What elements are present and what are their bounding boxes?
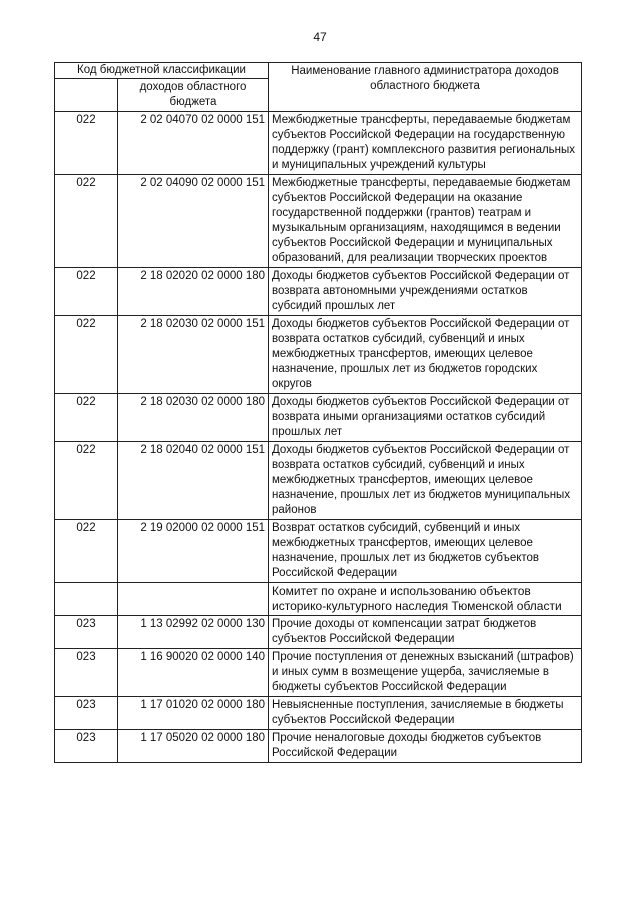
admin-code: 022: [55, 520, 118, 583]
income-code: 1 17 01020 02 0000 180: [118, 697, 269, 730]
income-code: 2 02 04070 02 0000 151: [118, 112, 269, 175]
admin-code: 022: [55, 112, 118, 175]
admin-code: 022: [55, 394, 118, 442]
income-name: Межбюджетные трансферты, передаваемые бюджетам субъектов Российской Федерации на государственную поддержку (грант) комплексного развития региональных и муниципальных учреждений культуры: [269, 112, 582, 175]
header-admin-blank: [55, 79, 118, 112]
header-income-code: доходов областного бюджета: [118, 79, 269, 112]
header-code-group: Код бюджетной классификации: [55, 63, 269, 79]
income-name: Доходы бюджетов субъектов Российской Федерации от возврата иными организациями остатков субсидий прошлых лет: [269, 394, 582, 442]
table-row: [55, 316, 582, 394]
page-number: 47: [313, 30, 327, 44]
header-admin-name: Наименование главного администратора доходов областного бюджета: [269, 63, 582, 112]
table-row: [55, 112, 582, 175]
table-row: [55, 520, 582, 583]
table-row: [55, 175, 582, 268]
section-blank-code: [118, 583, 269, 616]
income-code: 2 02 04090 02 0000 151: [118, 175, 269, 268]
income-name: Доходы бюджетов субъектов Российской Федерации от возврата остатков субсидий, субвенций и иных межбюджетных трансфертов, имеющих целевое назначение, прошлых лет из бюджетов муниципальных районов: [269, 442, 582, 520]
income-name: Невыясненные поступления, зачисляемые в бюджеты субъектов Российской Федерации: [269, 697, 582, 730]
income-name: Прочие доходы от компенсации затрат бюджетов субъектов Российской Федерации: [269, 616, 582, 649]
admin-code: 022: [55, 442, 118, 520]
admin-code: 022: [55, 316, 118, 394]
table-row: [55, 268, 582, 316]
income-name: Прочие неналоговые доходы бюджетов субъектов Российской Федерации: [269, 730, 582, 763]
table-row: [55, 616, 582, 649]
income-code: 2 19 02000 02 0000 151: [118, 520, 269, 583]
admin-code: 022: [55, 268, 118, 316]
table-row: [55, 649, 582, 697]
table-row: [55, 730, 582, 763]
income-code: 1 17 05020 02 0000 180: [118, 730, 269, 763]
income-code: 2 18 02040 02 0000 151: [118, 442, 269, 520]
income-name: Возврат остатков субсидий, субвенций и иных межбюджетных трансфертов, имеющих целевое назначение, прошлых лет из бюджетов субъектов Российской Федерации: [269, 520, 582, 583]
income-name: Межбюджетные трансферты, передаваемые бюджетам субъектов Российской Федерации на оказание государственной поддержки (грантов) театрам и музыкальным организациям, находящимся в ведении субъектов Российской Федерации и муниципальных образований, для реализации творческих проектов: [269, 175, 582, 268]
table-row: [55, 442, 582, 520]
admin-code: 023: [55, 616, 118, 649]
income-code: 2 18 02030 02 0000 151: [118, 316, 269, 394]
admin-code: 022: [55, 175, 118, 268]
income-code: 2 18 02020 02 0000 180: [118, 268, 269, 316]
table-header: [55, 63, 582, 112]
admin-code: 023: [55, 697, 118, 730]
admin-code: 023: [55, 730, 118, 763]
admin-code: 023: [55, 649, 118, 697]
income-name: Прочие поступления от денежных взысканий (штрафов) и иных сумм в возмещение ущерба, зачисляемые в бюджеты субъектов Российской Федерации: [269, 649, 582, 697]
table-row: [55, 394, 582, 442]
section-title: Комитет по охране и использованию объектов историко-культурного наследия Тюменской области: [269, 583, 582, 616]
table-row: [55, 697, 582, 730]
income-code: 1 13 02992 02 0000 130: [118, 616, 269, 649]
section-blank-admin: [55, 583, 118, 616]
budget-classification-table: [54, 62, 582, 763]
income-code: 2 18 02030 02 0000 180: [118, 394, 269, 442]
income-name: Доходы бюджетов субъектов Российской Федерации от возврата остатков субсидий, субвенций и иных межбюджетных трансфертов, имеющих целевое назначение, прошлых лет из бюджетов городских округов: [269, 316, 582, 394]
section-row: [55, 583, 582, 616]
income-code: 1 16 90020 02 0000 140: [118, 649, 269, 697]
income-name: Доходы бюджетов субъектов Российской Федерации от возврата автономными учреждениями остатков субсидий прошлых лет: [269, 268, 582, 316]
